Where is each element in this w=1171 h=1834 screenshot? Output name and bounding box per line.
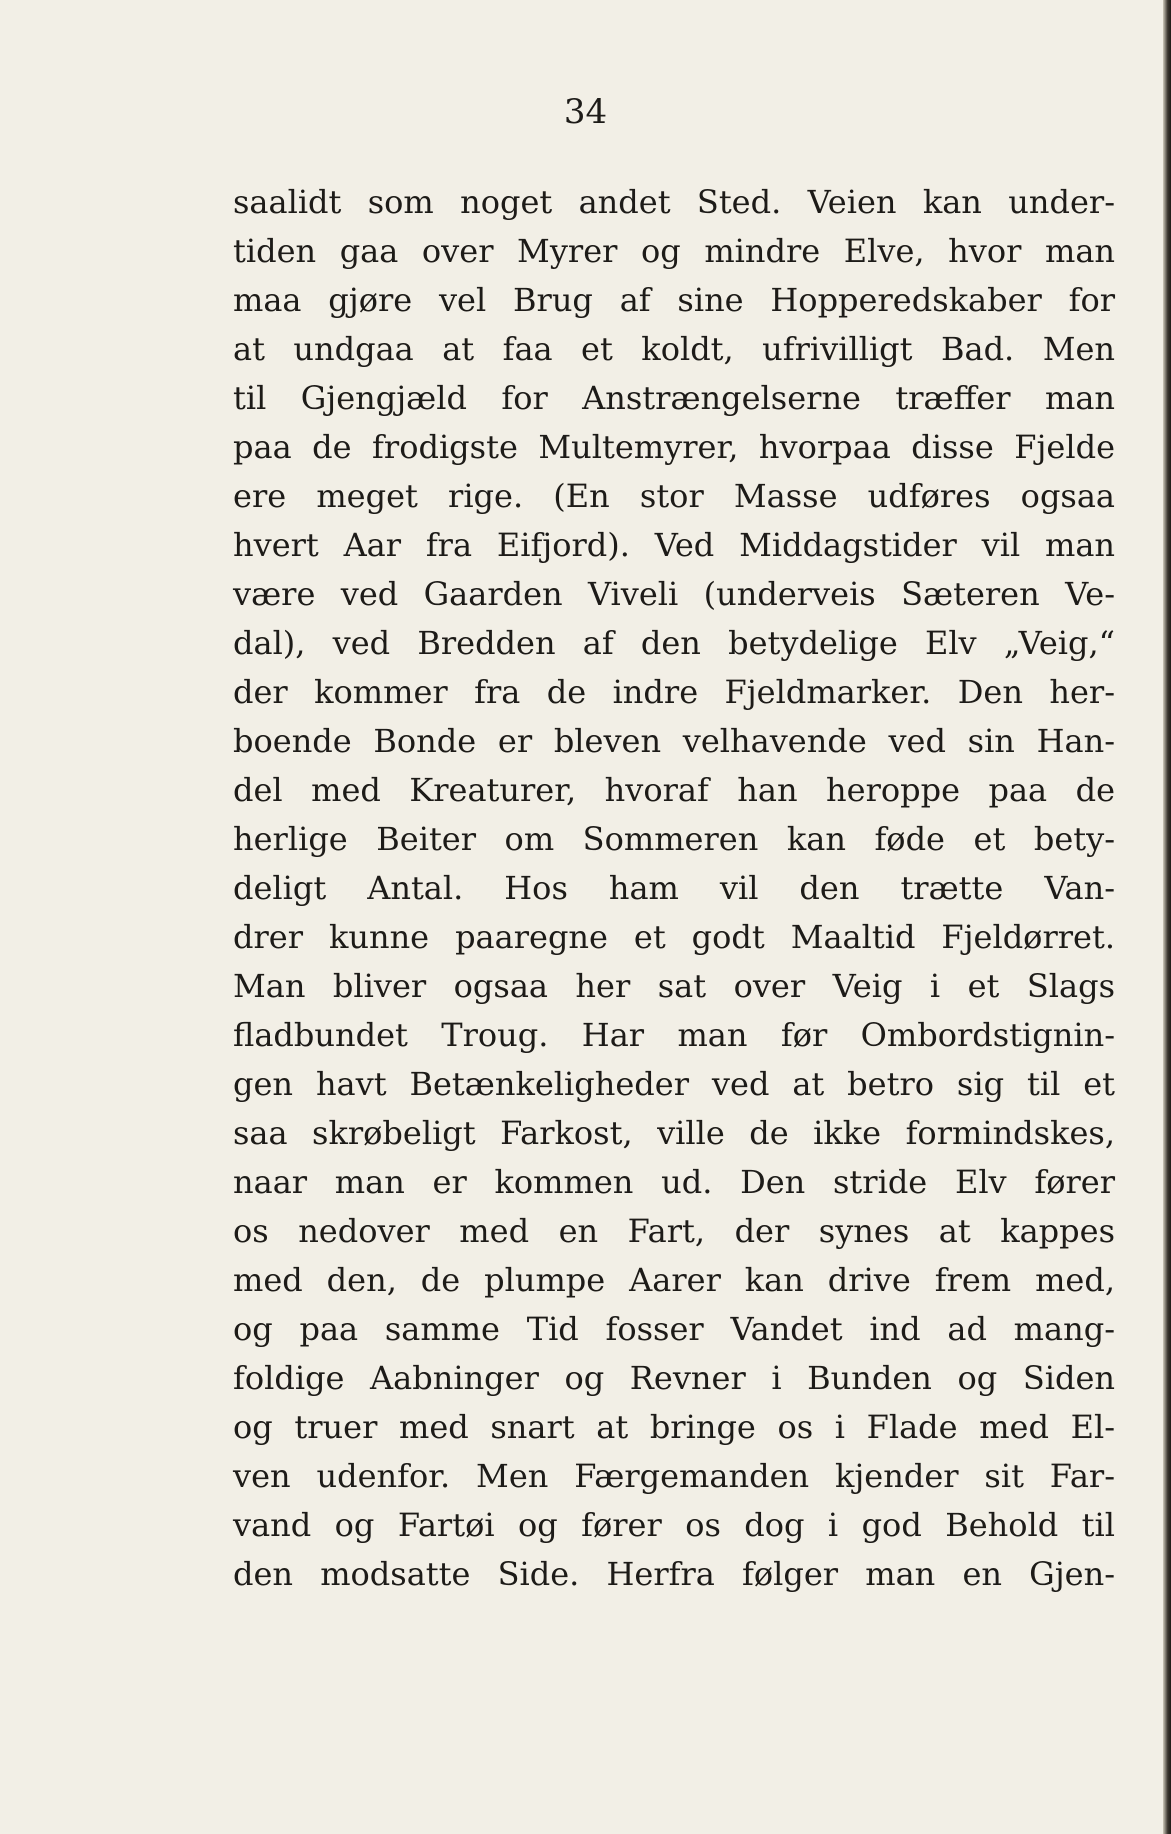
text-line: fladbundet Troug. Har man før Ombordstignin- [233, 1016, 1115, 1054]
text-line: tiden gaa over Myrer og mindre Elve, hvor man [233, 232, 1115, 270]
text-line: boende Bonde er bleven velhavende ved sin Han- [233, 722, 1115, 760]
text-line: være ved Gaarden Viveli (underveis Sæteren Ve- [233, 575, 1115, 613]
text-line: del med Kreaturer, hvoraf han heroppe paa de [233, 771, 1115, 809]
page-number: 34 [563, 92, 608, 132]
text-line: og truer med snart at bringe os i Flade med El- [233, 1408, 1115, 1446]
text-line: at undgaa at faa et koldt, ufrivilligt Bad. Men [233, 330, 1115, 368]
text-line: der kommer fra de indre Fjeldmarker. Den her- [233, 673, 1115, 711]
text-line: den modsatte Side. Herfra følger man en Gjen- [233, 1555, 1115, 1593]
text-line: saa skrøbeligt Farkost, ville de ikke formindskes, [233, 1114, 1115, 1152]
body-text [233, 178, 1115, 1599]
text-line: foldige Aabninger og Revner i Bunden og Siden [233, 1359, 1115, 1397]
text-line: vand og Fartøi og fører os dog i god Behold til [233, 1506, 1115, 1544]
text-line: ere meget rige. (En stor Masse udføres ogsaa [233, 477, 1115, 515]
text-line: til Gjengjæld for Anstrængelserne træffer man [233, 379, 1115, 417]
text-line: gen havt Betænkeligheder ved at betro sig til et [233, 1065, 1115, 1103]
text-line: ven udenfor. Men Færgemanden kjender sit Far- [233, 1457, 1115, 1495]
text-line: deligt Antal. Hos ham vil den trætte Van- [233, 869, 1115, 907]
text-line: saalidt som noget andet Sted. Veien kan under- [233, 183, 1115, 221]
text-line: naar man er kommen ud. Den stride Elv fører [233, 1163, 1115, 1201]
text-line: herlige Beiter om Sommeren kan føde et bety- [233, 820, 1115, 858]
text-line: paa de frodigste Multemyrer, hvorpaa disse Fjelde [233, 428, 1115, 466]
text-line: Man bliver ogsaa her sat over Veig i et Slags [233, 967, 1115, 1005]
text-line: hvert Aar fra Eifjord). Ved Middagstider vil man [233, 526, 1115, 564]
text-line: drer kunne paaregne et godt Maaltid Fjeldørret. [233, 918, 1115, 956]
text-line: og paa samme Tid fosser Vandet ind ad mang- [233, 1310, 1115, 1348]
page-edge-shadow [1163, 0, 1171, 1834]
text-line: maa gjøre vel Brug af sine Hopperedskaber for [233, 281, 1115, 319]
text-line: dal), ved Bredden af den betydelige Elv „Veig,“ [233, 624, 1115, 662]
text-line: os nedover med en Fart, der synes at kappes [233, 1212, 1115, 1250]
text-line: med den, de plumpe Aarer kan drive frem med, [233, 1261, 1115, 1299]
